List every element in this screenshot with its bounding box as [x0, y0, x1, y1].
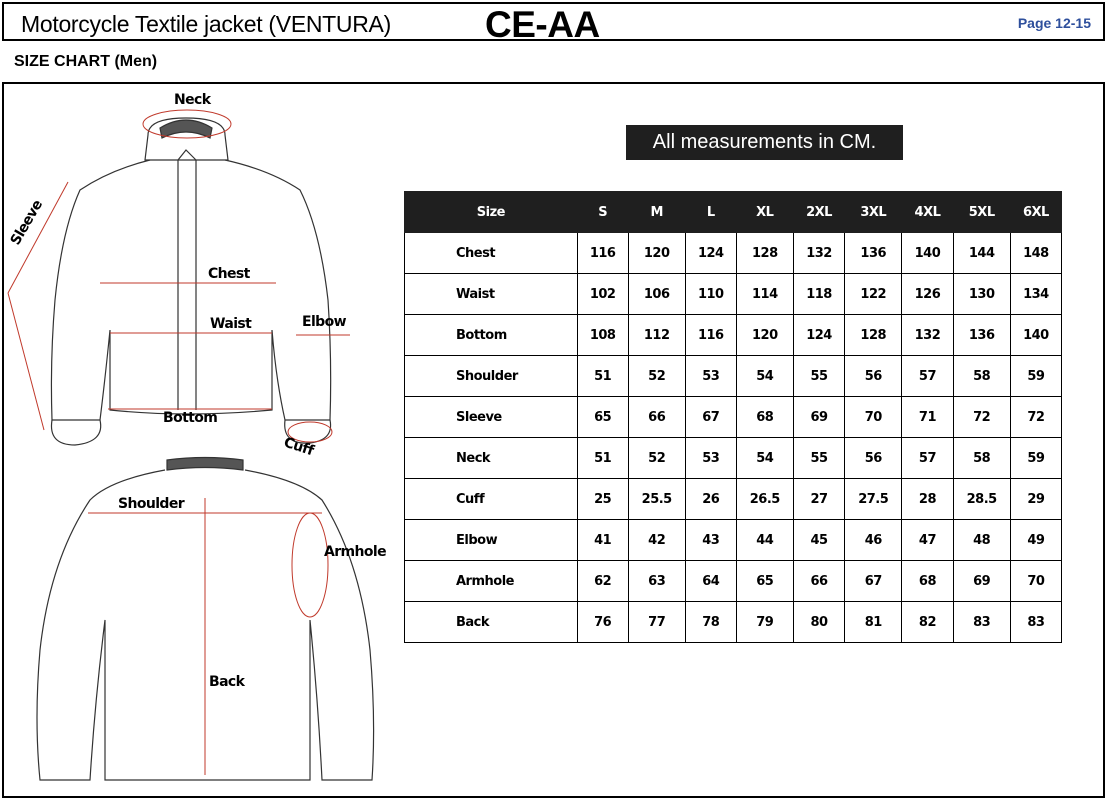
- size-value: 78: [685, 602, 736, 643]
- measurement-name: Shoulder: [405, 356, 578, 397]
- size-value: 48: [953, 520, 1010, 561]
- label-elbow: Elbow: [302, 314, 346, 330]
- label-bottom: Bottom: [163, 410, 218, 426]
- product-code: CE-AA: [485, 4, 600, 45]
- size-value: 51: [577, 438, 628, 479]
- size-value: 65: [577, 397, 628, 438]
- size-value: 70: [1010, 561, 1061, 602]
- label-waist: Waist: [210, 316, 252, 332]
- section-title: SIZE CHART (Men): [14, 53, 158, 70]
- size-value: 72: [1010, 397, 1061, 438]
- size-value: 66: [628, 397, 685, 438]
- size-value: 28.5: [953, 479, 1010, 520]
- size-value: 102: [577, 274, 628, 315]
- size-value: 64: [685, 561, 736, 602]
- label-sleeve: Sleeve: [7, 197, 46, 248]
- header-cell: XL: [736, 192, 793, 233]
- size-value: 63: [628, 561, 685, 602]
- size-value: 83: [1010, 602, 1061, 643]
- size-value: 27: [793, 479, 844, 520]
- size-value: 41: [577, 520, 628, 561]
- size-value: 59: [1010, 356, 1061, 397]
- size-value: 54: [736, 438, 793, 479]
- size-value: 130: [953, 274, 1010, 315]
- measurement-name: Bottom: [405, 315, 578, 356]
- header-cell: S: [577, 192, 628, 233]
- table-row: [405, 520, 1062, 561]
- table-row: [405, 356, 1062, 397]
- size-value: 68: [902, 561, 953, 602]
- size-value: 136: [845, 233, 902, 274]
- size-value: 52: [628, 356, 685, 397]
- size-value: 124: [793, 315, 844, 356]
- size-value: 76: [577, 602, 628, 643]
- size-value: 53: [685, 356, 736, 397]
- table-row: [405, 397, 1062, 438]
- measurement-note: All measurements in CM.: [626, 125, 903, 160]
- size-value: 26.5: [736, 479, 793, 520]
- size-header-row: [405, 192, 1062, 233]
- document-title: Motorcycle Textile jacket (VENTURA): [21, 11, 391, 37]
- label-back: Back: [209, 674, 245, 690]
- size-value: 44: [736, 520, 793, 561]
- size-value: 83: [953, 602, 1010, 643]
- size-value: 120: [628, 233, 685, 274]
- size-value: 72: [953, 397, 1010, 438]
- header-cell: 2XL: [793, 192, 844, 233]
- label-cuff: Cuff: [281, 434, 316, 460]
- size-value: 132: [902, 315, 953, 356]
- size-value: 56: [845, 356, 902, 397]
- header-cell: L: [685, 192, 736, 233]
- size-value: 55: [793, 438, 844, 479]
- size-value: 65: [736, 561, 793, 602]
- size-value: 51: [577, 356, 628, 397]
- label-chest: Chest: [208, 266, 250, 282]
- size-value: 144: [953, 233, 1010, 274]
- header-cell: 6XL: [1010, 192, 1061, 233]
- size-value: 128: [736, 233, 793, 274]
- measurement-name: Elbow: [405, 520, 578, 561]
- size-table: [404, 191, 1062, 643]
- size-value: 52: [628, 438, 685, 479]
- size-value: 108: [577, 315, 628, 356]
- size-value: 140: [902, 233, 953, 274]
- size-value: 110: [685, 274, 736, 315]
- label-shoulder: Shoulder: [118, 496, 185, 512]
- size-value: 54: [736, 356, 793, 397]
- size-value: 27.5: [845, 479, 902, 520]
- size-value: 82: [902, 602, 953, 643]
- size-value: 49: [1010, 520, 1061, 561]
- size-value: 43: [685, 520, 736, 561]
- size-value: 45: [793, 520, 844, 561]
- size-value: 118: [793, 274, 844, 315]
- size-value: 128: [845, 315, 902, 356]
- label-armhole: Armhole: [324, 544, 387, 560]
- size-value: 56: [845, 438, 902, 479]
- size-value: 79: [736, 602, 793, 643]
- size-value: 106: [628, 274, 685, 315]
- size-value: 25.5: [628, 479, 685, 520]
- size-value: 77: [628, 602, 685, 643]
- size-value: 28: [902, 479, 953, 520]
- size-value: 126: [902, 274, 953, 315]
- size-value: 69: [953, 561, 1010, 602]
- size-value: 116: [685, 315, 736, 356]
- page-reference: Page 12-15: [1017, 15, 1091, 31]
- size-value: 69: [793, 397, 844, 438]
- size-value: 67: [845, 561, 902, 602]
- size-value: 136: [953, 315, 1010, 356]
- size-value: 148: [1010, 233, 1061, 274]
- label-neck: Neck: [174, 92, 211, 108]
- size-value: 26: [685, 479, 736, 520]
- size-value: 71: [902, 397, 953, 438]
- size-value: 120: [736, 315, 793, 356]
- size-table-body: [405, 233, 1062, 643]
- measurement-name: Neck: [405, 438, 578, 479]
- size-value: 57: [902, 438, 953, 479]
- table-row: [405, 274, 1062, 315]
- measurement-name: Chest: [405, 233, 578, 274]
- header-cell: 5XL: [953, 192, 1010, 233]
- header-cell: 3XL: [845, 192, 902, 233]
- document-header: [2, 2, 1105, 45]
- size-value: 81: [845, 602, 902, 643]
- header-cell: M: [628, 192, 685, 233]
- size-value: 59: [1010, 438, 1061, 479]
- header-cell: 4XL: [902, 192, 953, 233]
- size-value: 116: [577, 233, 628, 274]
- table-row: [405, 438, 1062, 479]
- size-value: 47: [902, 520, 953, 561]
- size-value: 46: [845, 520, 902, 561]
- measurement-name: Sleeve: [405, 397, 578, 438]
- size-value: 62: [577, 561, 628, 602]
- size-value: 132: [793, 233, 844, 274]
- size-value: 134: [1010, 274, 1061, 315]
- size-value: 55: [793, 356, 844, 397]
- size-value: 67: [685, 397, 736, 438]
- table-row: [405, 561, 1062, 602]
- size-value: 66: [793, 561, 844, 602]
- size-value: 57: [902, 356, 953, 397]
- size-value: 68: [736, 397, 793, 438]
- table-row: [405, 479, 1062, 520]
- size-value: 112: [628, 315, 685, 356]
- size-value: 29: [1010, 479, 1061, 520]
- size-value: 58: [953, 438, 1010, 479]
- size-value: 25: [577, 479, 628, 520]
- measurement-name: Back: [405, 602, 578, 643]
- header-cell: Size: [405, 192, 578, 233]
- measurement-name: Waist: [405, 274, 578, 315]
- size-value: 42: [628, 520, 685, 561]
- size-value: 70: [845, 397, 902, 438]
- measurement-name: Armhole: [405, 561, 578, 602]
- size-value: 140: [1010, 315, 1061, 356]
- table-row: [405, 233, 1062, 274]
- table-row: [405, 602, 1062, 643]
- size-value: 114: [736, 274, 793, 315]
- size-value: 53: [685, 438, 736, 479]
- table-row: [405, 315, 1062, 356]
- measurement-name: Cuff: [405, 479, 578, 520]
- size-value: 122: [845, 274, 902, 315]
- size-value: 80: [793, 602, 844, 643]
- size-value: 124: [685, 233, 736, 274]
- size-value: 58: [953, 356, 1010, 397]
